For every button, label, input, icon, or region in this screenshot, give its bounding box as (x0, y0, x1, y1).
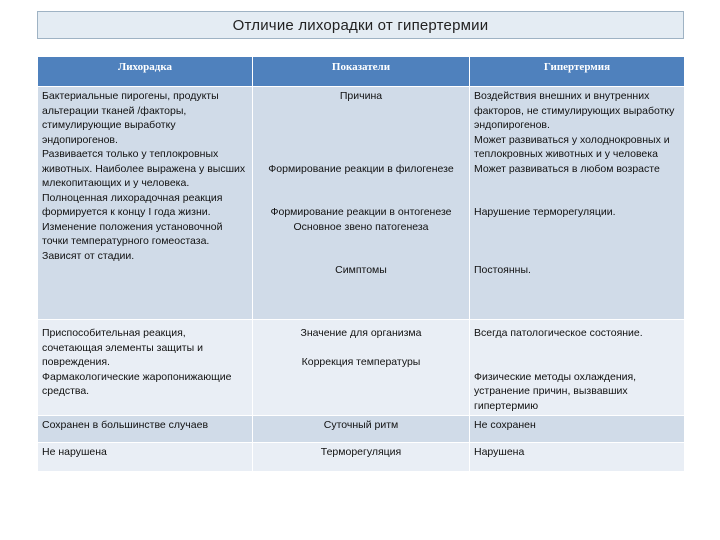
table-row (38, 87, 685, 320)
cell-indicator: Причина Формирование реакции в филогенезе Формирование реакции в онтогенезе Основное звено патогенеза Симптомы (253, 87, 470, 320)
cell-fever: Сохранен в большинстве случаев (38, 416, 253, 443)
cell-indicator: Суточный ритм (253, 416, 470, 443)
slide-title-text: Отличие лихорадки от гипертермии (232, 16, 489, 34)
cell-fever: Бактериальные пирогены, продукты альтерации тканей /факторы, стимулирующие выработку эндопирогенов. Развивается только у теплокровных животных. Наиболее выражена у высших млекопитающих и у человека. Полноценная лихорадочная реакция формируется к концу I года жизни. Изменение положения установочной точки температурного гомеостаза. Зависят от стадии. (38, 87, 253, 320)
cell-hyperthermia: Нарушена (470, 443, 685, 472)
cell-fever: Приспособительная реакция, сочетающая элементы защиты и повреждения. Фармакологические жаропонижающие средства. (38, 320, 253, 416)
header-indicators: Показатели (253, 57, 470, 87)
cell-hyperthermia: Всегда патологическое состояние. Физические методы охлаждения, устранение причин, вызвавших гипертермию (470, 320, 685, 416)
comparison-table (37, 56, 685, 472)
cell-hyperthermia: Воздействия внешних и внутренних факторов, не стимулирующих выработку эндопирогенов. Может развиваться у холоднокровных и теплокровных животных и у человека Может развиваться в любом возрасте Нарушение терморегуляции. Постоянны. (470, 87, 685, 320)
cell-indicator: Терморегуляция (253, 443, 470, 472)
cell-hyperthermia: Не сохранен (470, 416, 685, 443)
cell-fever: Не нарушена (38, 443, 253, 472)
cell-indicator: Значение для организма Коррекция температуры (253, 320, 470, 416)
header-hyperthermia: Гипертермия (470, 57, 685, 87)
slide-title (37, 11, 684, 39)
table-row (38, 443, 685, 472)
table-header-row (38, 57, 685, 87)
header-fever: Лихорадка (38, 57, 253, 87)
table-row (38, 320, 685, 416)
table-row (38, 416, 685, 443)
